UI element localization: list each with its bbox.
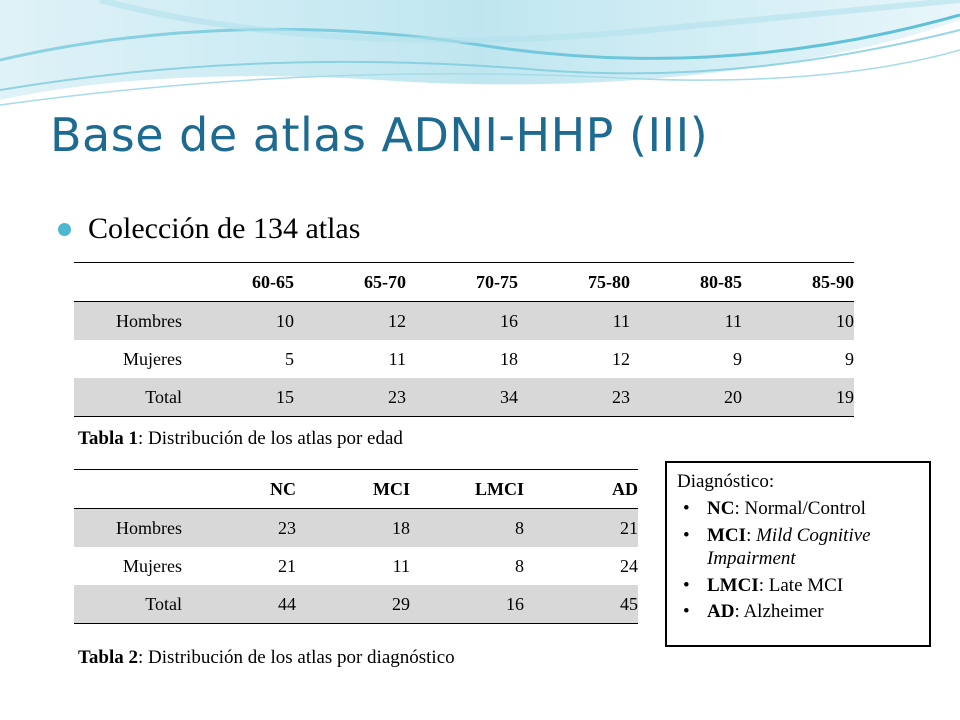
table-row [74,547,638,585]
row-label: Mujeres [123,555,182,576]
table-corner-cell [74,470,182,509]
table-row [74,585,638,624]
legend-desc: Mild Cognitive Impairment [707,524,871,569]
column-header: NC [182,470,296,509]
table-cell: 11 [392,555,410,576]
table-row [74,378,854,417]
table-cell: 8 [515,555,524,576]
table-cell: 21 [278,555,296,576]
legend-item: • NC: Normal/Control [677,497,919,521]
row-label: Total [74,585,182,624]
legend-item: • MCI: Mild Cognitive Impairment [677,524,919,571]
diagnosis-distribution-table [74,469,638,624]
table-cell: 16 [410,585,524,624]
column-header: 85-90 [742,263,854,302]
table-cell: 12 [612,348,630,369]
legend-abbr: MCI [707,524,747,546]
table-row [74,302,854,341]
table-cell: 20 [630,378,742,417]
bullet-point [58,212,360,246]
table-header-row [74,470,638,509]
column-header: 70-75 [406,263,518,302]
table-cell: 45 [524,585,638,624]
table-cell: 11 [518,302,630,341]
column-header: LMCI [410,470,524,509]
table-cell: 9 [733,348,742,369]
table-cell: 18 [296,509,410,548]
table-1-caption [78,428,403,450]
caption-text: : Distribución de los atlas por diagnóstico [138,647,455,668]
table-corner-cell [74,263,182,302]
table-cell: 29 [296,585,410,624]
table-cell: 9 [845,348,854,369]
header-wave-decoration [0,0,960,110]
table-cell: 23 [294,378,406,417]
row-label: Hombres [74,302,182,341]
table-cell: 23 [182,509,296,548]
caption-label: Tabla 2 [78,647,139,668]
table-cell: 44 [182,585,296,624]
table-row [74,340,854,378]
slide-title: Base de atlas ADNI-HHP (III) [50,108,709,162]
table-cell: 8 [410,509,524,548]
table-cell: 34 [406,378,518,417]
legend-abbr: AD [707,601,735,622]
legend-title: Diagnóstico: [677,471,775,492]
table-cell: 11 [630,302,742,341]
diagnosis-legend-box [665,461,931,647]
table-cell: 21 [524,509,638,548]
table-cell: 23 [518,378,630,417]
row-label: Hombres [74,509,182,548]
table-cell: 10 [742,302,854,341]
caption-text: : Distribución de los atlas por edad [138,428,403,449]
column-header: AD [524,470,638,509]
column-header: 75-80 [518,263,630,302]
row-label: Mujeres [123,348,182,369]
table-cell: 24 [620,555,638,576]
legend-abbr: LMCI [707,574,759,596]
row-label: Total [74,378,182,417]
legend-desc: Normal/Control [744,498,866,519]
column-header: 80-85 [630,263,742,302]
legend-item: • LMCI: Late MCI [677,574,919,598]
legend-desc: Late MCI [768,574,844,596]
legend-list [677,497,919,624]
table-cell: 18 [500,348,518,369]
table-row [74,509,638,548]
column-header: MCI [296,470,410,509]
table-2-caption [78,647,455,669]
table-cell: 15 [182,378,294,417]
caption-label: Tabla 1 [78,428,139,449]
column-header: 65-70 [294,263,406,302]
bullet-text: Colección de 134 atlas [88,212,361,245]
table-header-row [74,263,854,302]
legend-desc: Alzheimer [743,601,824,622]
table-cell: 16 [406,302,518,341]
table-cell: 19 [742,378,854,417]
table-cell: 10 [182,302,294,341]
bullet-dot-icon [58,223,71,236]
column-header: 60-65 [182,263,294,302]
legend-abbr: NC [707,498,735,519]
legend-item: • AD: Alzheimer [677,600,919,624]
table-cell: 12 [294,302,406,341]
table-cell: 11 [388,348,406,369]
age-distribution-table [74,262,854,417]
table-cell: 5 [285,348,294,369]
